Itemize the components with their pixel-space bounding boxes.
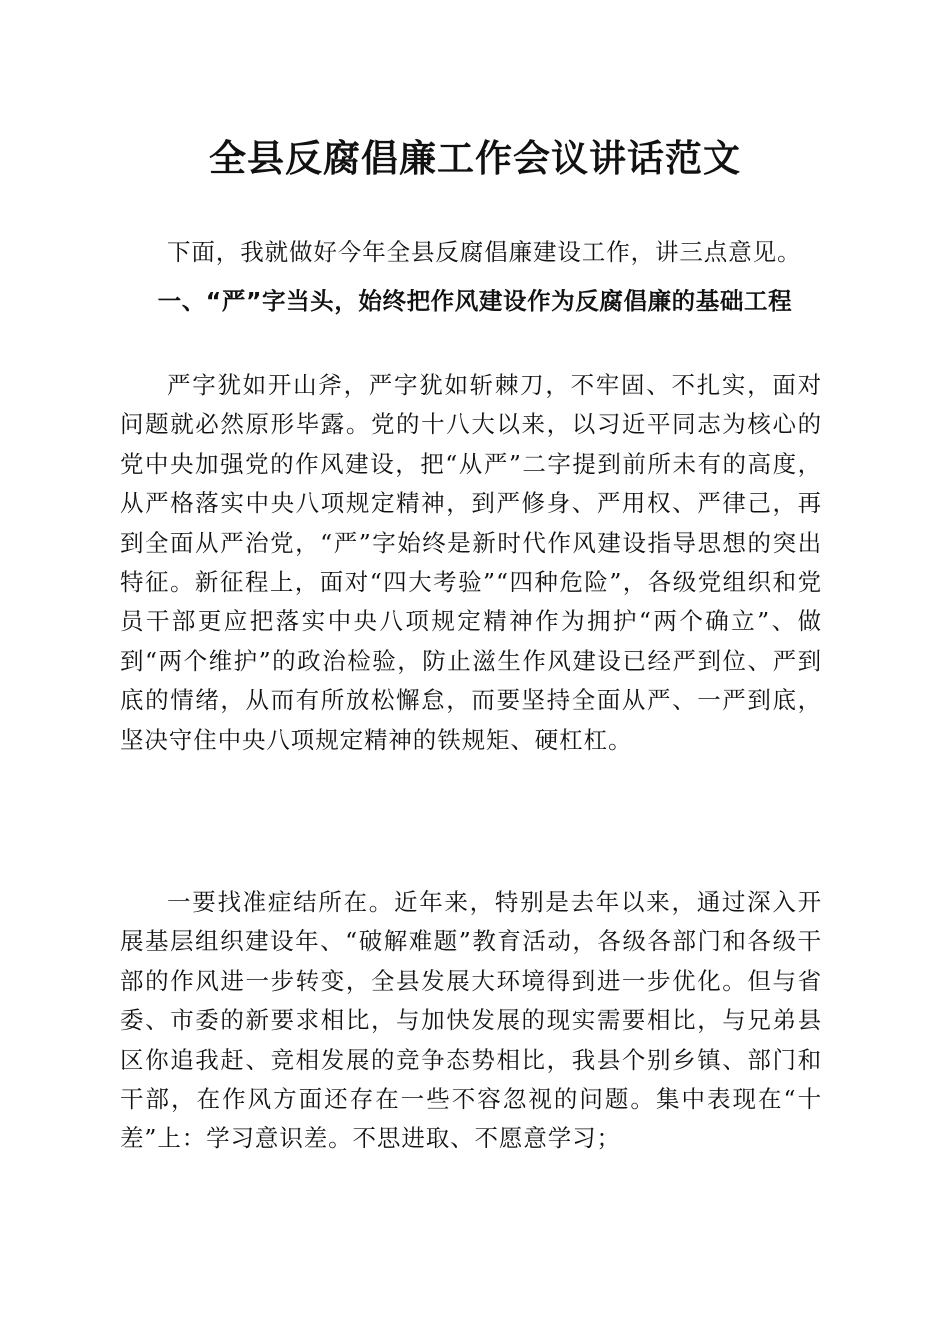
paragraph-strict: 严字犹如开山斧，严字犹如斩棘刀，不牢固、不扎实，面对问题就必然原形毕露。党的十八大以来，以习近平同志为核心的党中央加强党的作风建设，把“从严”二字提到前所未有的高度，从严格落实中央八项规定精神，到严修身、严用权、严律己，再到全面从严治党，“严”字始终是新时代作风建设指导思想的突出特征。新征程上，面对“四大考验”“四种危险”，各级党组织和党员干部更应把落实中央八项规定精神作为拥护“两个确立”、做到“两个维护”的政治检验，防止滋生作风建设已经严到位、严到底的情绪，从而有所放松懈怠，而要坚持全面从严、一严到底，坚决守住中央八项规定精神的铁规矩、硬杠杠。 bbox=[120, 371, 822, 754]
paragraph-point-one: 一要找准症结所在。近年来，特别是去年以来，通过深入开展基层组织建设年、“破解难题”教育活动，各级各部门和各级干部的作风进一步转变，全县发展大环境得到进一步优化。但与省委、市委的新要求相比，与加快发展的现实需要相比，与兄弟县区你追我赶、竞相发展的竞争态势相比，我县个别乡镇、部门和干部，在作风方面还存在一些不容忽视的问题。集中表现在“十差”上：学习意识差。不思进取、不愿意学习； bbox=[120, 888, 822, 1153]
intro-paragraph: 下面，我就做好今年全县反腐倡廉建设工作，讲三点意见。 bbox=[167, 238, 802, 266]
section-one-heading: 一、“严”字当头，始终把作风建设作为反腐倡廉的基础工程 bbox=[157, 287, 793, 315]
document-title: 全县反腐倡廉工作会议讲话范文 bbox=[209, 136, 741, 180]
